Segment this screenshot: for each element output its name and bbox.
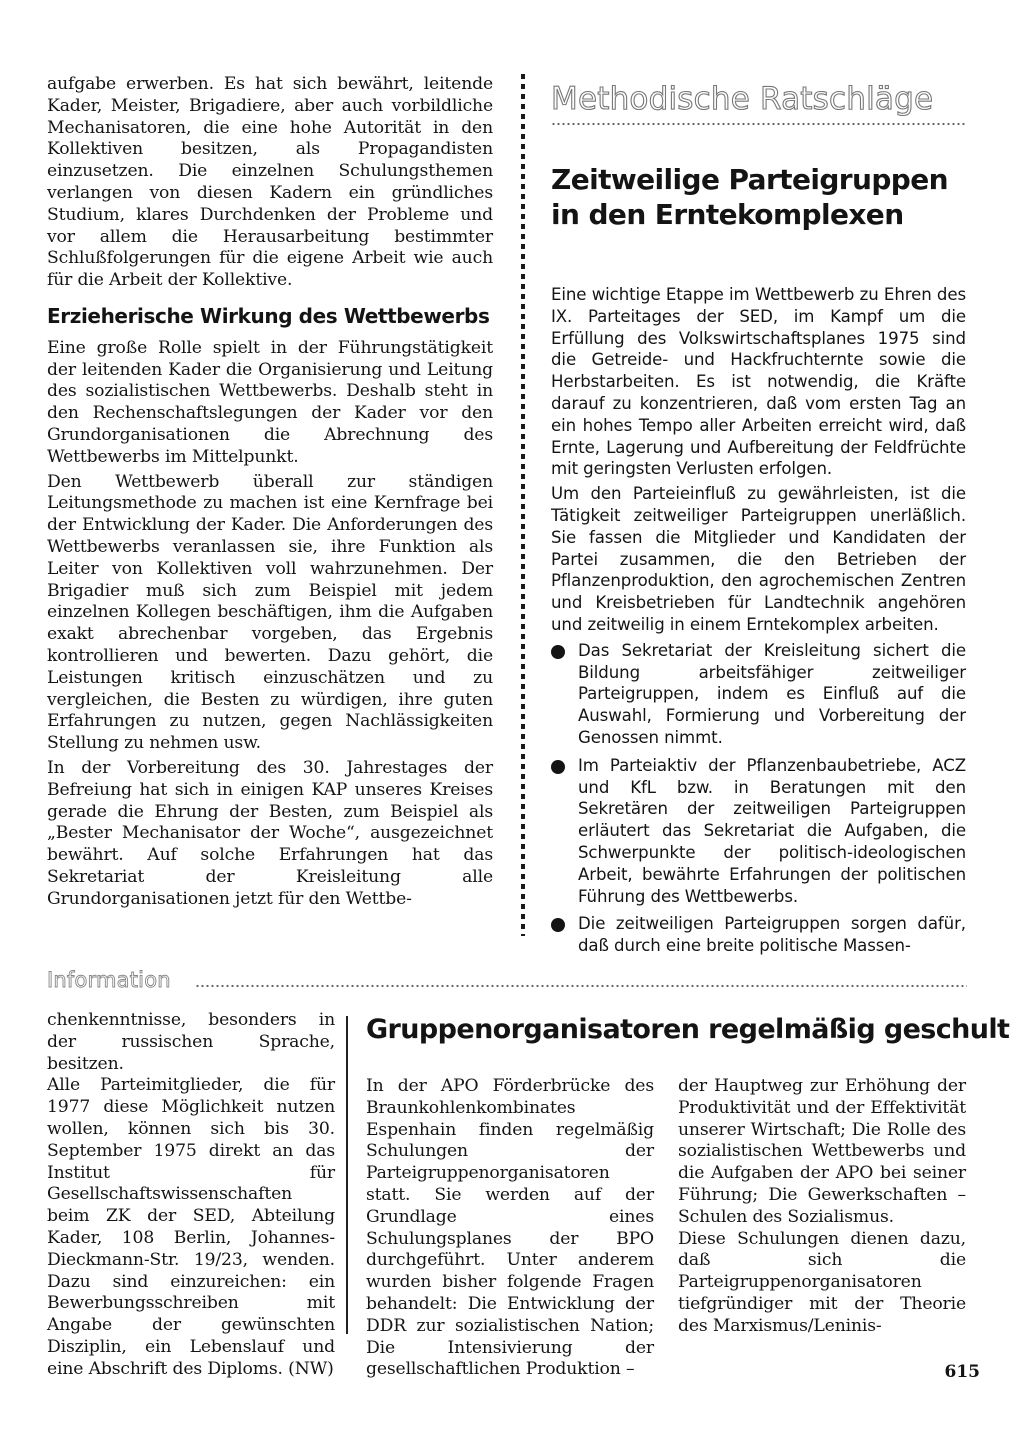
title-line-1: Zeitweilige Parteigruppen [551, 163, 948, 196]
paragraph: Eine wichtige Etappe im Wettbewerb zu Ehren des IX. Parteitages der SED, im Kampf um die Erfüllung des Volkswirtschaftsplanes 1975 sind die Getreide- und Hackfruchternte sowie die Herbstarbeiten. Es ist notwendig, die Kräfte darauf zu konzentrieren, daß vom ersten Tag an ein hohes Tempo aller Arbeiten erreicht wird, daß Ernte, Lagerung und Aufbereitung der Feldfrüchte mit geringsten Verlusten erfolgen. [551, 285, 966, 479]
paragraph: In der APO Förderbrücke des Braunkohlenkombinates Espenhain finden regelmäßig Schulungen der Parteigruppenorganisatoren statt. Sie werden auf der Grundlage eines Schulungsplanes der BPO durchgeführt. Unter anderem wurden bisher folgende Fragen behandelt: Die Entwicklung der DDR zur sozialistischen Nation; Die Intensivierung der gesellschaftlichen Produktion – [366, 1076, 654, 1380]
intro-paragraph: aufgabe erwerben. Es hat sich bewährt, leitende Kader, Meister, Brigadiere, aber auch vorbildliche Mechanisatoren, die eine hohe Autorität in den Kollektiven besitzen, als Propagandisten einzusetzen. Die einzelnen Schulungsthemen verlangen von diesen Kadern ein gründliches Studium, klares Durchdenken der Probleme und vor allem die Herausarbeitung bestimmter Schlußfolgerungen für die eigene Arbeit wie auch für die Arbeit der Kollektive. [47, 74, 493, 291]
bullet-item [551, 755, 966, 908]
section-header-methodische [551, 80, 966, 126]
bullet-item [551, 640, 966, 749]
paragraph: Diese Schulungen dienen dazu, daß sich die Parteigruppenorganisatoren tiefgründiger mit der Theorie des Marxismus/Leninis- [678, 1228, 966, 1336]
article2-column-1 [366, 1076, 654, 1381]
paragraph: In der Vorbereitung des 30. Jahrestages der Befreiung hat sich in einigen KAP unseres Kreises gerade die Ehrung der Besten, zum Beispiel als „Bester Mechanisator der Woche“, ausgezeichnet bewährt. Auf solche Erfahrungen hat das Sekretariat der Kreisleitung alle Grundorganisationen jetzt für den Wettbe- [47, 757, 493, 909]
paragraph: Eine große Rolle spielt in der Führungstätigkeit der leitenden Kader die Organisierung und Leitung des sozialistischen Wettbewerbs. Deshalb steht in den Rechenschaftslegungen der Kader vor den Grundorganisationen die Abrechnung des Wettbewerbs im Mittelpunkt. [47, 337, 493, 467]
dotted-rule [551, 122, 966, 126]
right-column [551, 162, 966, 963]
article2-title: Gruppenorganisatoren regelmäßig geschult [366, 1014, 1010, 1045]
page-number: 615 [944, 1362, 980, 1382]
paragraph: der Hauptweg zur Erhöhung der Produktivität und der Effektivität unserer Wirtschaft; Die Rolle des sozialistischen Wettbewerbs und die Aufgaben der APO bei seiner Führung; Die Gewerkschaften – Schulen des Sozialismus. [678, 1076, 966, 1227]
subheading-wettbewerb: Erzieherische Wirkung des Wettbewerbs [47, 303, 490, 328]
paragraph: Den Wettbewerb überall zur ständigen Leitungsmethode zu machen ist eine Kernfrage bei der Entwicklung der Kader. Die Anforderungen des Wettbewerbs veranlassen sie, ihre Funktion als Leiter von Kollektiven voll wahrzunehmen. Der Brigadier muß sich zum Beispiel mit jedem einzelnen Kollegen beschäftigen, ihm die Aufgaben exakt abrechenbar vorgeben, das Ergebnis kontrollieren und bewerten. Dazu gehört, die Leistungen kritisch einzuschätzen und zu vergleichen, die Besten zu würdigen, ihre guten Erfahrungen zu nutzen, gegen Nachlässigkeiten Stellung zu nehmen usw. [47, 471, 493, 754]
bullet-text: Die zeitweiligen Parteigruppen sorgen dafür, daß durch eine breite politische Massen- [578, 914, 966, 956]
section-header-text: Methodische Ratschläge [551, 81, 934, 117]
column-divider [346, 1016, 348, 1334]
section-header-text: Information [47, 968, 171, 992]
dotted-rule [195, 984, 967, 988]
paragraph: chenkenntnisse, besonders in der russischen Sprache, besitzen. [47, 1010, 335, 1074]
bullet-text: Im Parteiaktiv der Pflanzenbaubetriebe, ACZ und KfL bzw. in Beratungen mit den Sekretären der zeitweiligen Parteigruppen erläutert das Sekretariat die Aufgaben, die Schwerpunkte der politisch-ideologischen Arbeit, bewährte Erfahrungen der politischen Führung des Wettbewerbs. [578, 755, 966, 906]
bullet-item [551, 913, 966, 957]
column-divider [521, 74, 525, 936]
paragraph: Alle Parteimitglieder, die für 1977 diese Möglichkeit nutzen wollen, können sich bis 30. September 1975 direkt an das Institut für Gesellschaftswissenschaften beim ZK der SED, Abteilung Kader, 108 Berlin, Johannes-Dieckmann-Str. 19/23, wenden. Dazu sind einzureichen: ein Bewerbungsschreiben mit Angabe der gewünschten Disziplin, ein Lebenslauf und eine Abschrift des Diploms. (NW) [47, 1075, 335, 1379]
title-line-2: in den Erntekomplexen [551, 198, 904, 231]
bullet-dot-icon [551, 918, 565, 932]
bullet-text: Das Sekretariat der Kreisleitung sichert die Bildung arbeitsfähiger zeitweiliger Parteigruppen, indem es Einfluß auf die Auswahl, Formierung und Vorbereitung der Genossen nimmt. [578, 640, 966, 747]
left-column [47, 74, 493, 913]
article2-column-2 [678, 1076, 966, 1338]
info-column [47, 1010, 335, 1381]
bullet-dot-icon [551, 645, 565, 659]
article-title [551, 162, 966, 232]
bullet-dot-icon [551, 760, 565, 774]
paragraph: Um den Parteieinfluß zu gewährleisten, ist die Tätigkeit zeitweiliger Parteigruppen unerläßlich. Sie fassen die Mitglieder und Kandidaten der Partei zusammen, die den Betrieben der Pflanzenproduktion, den agrochemischen Zentren und Kreisbetrieben für Landtechnik angehören und zeitweilig in einem Erntekomplex arbeiten. [551, 484, 966, 634]
section-header-information [47, 966, 967, 996]
